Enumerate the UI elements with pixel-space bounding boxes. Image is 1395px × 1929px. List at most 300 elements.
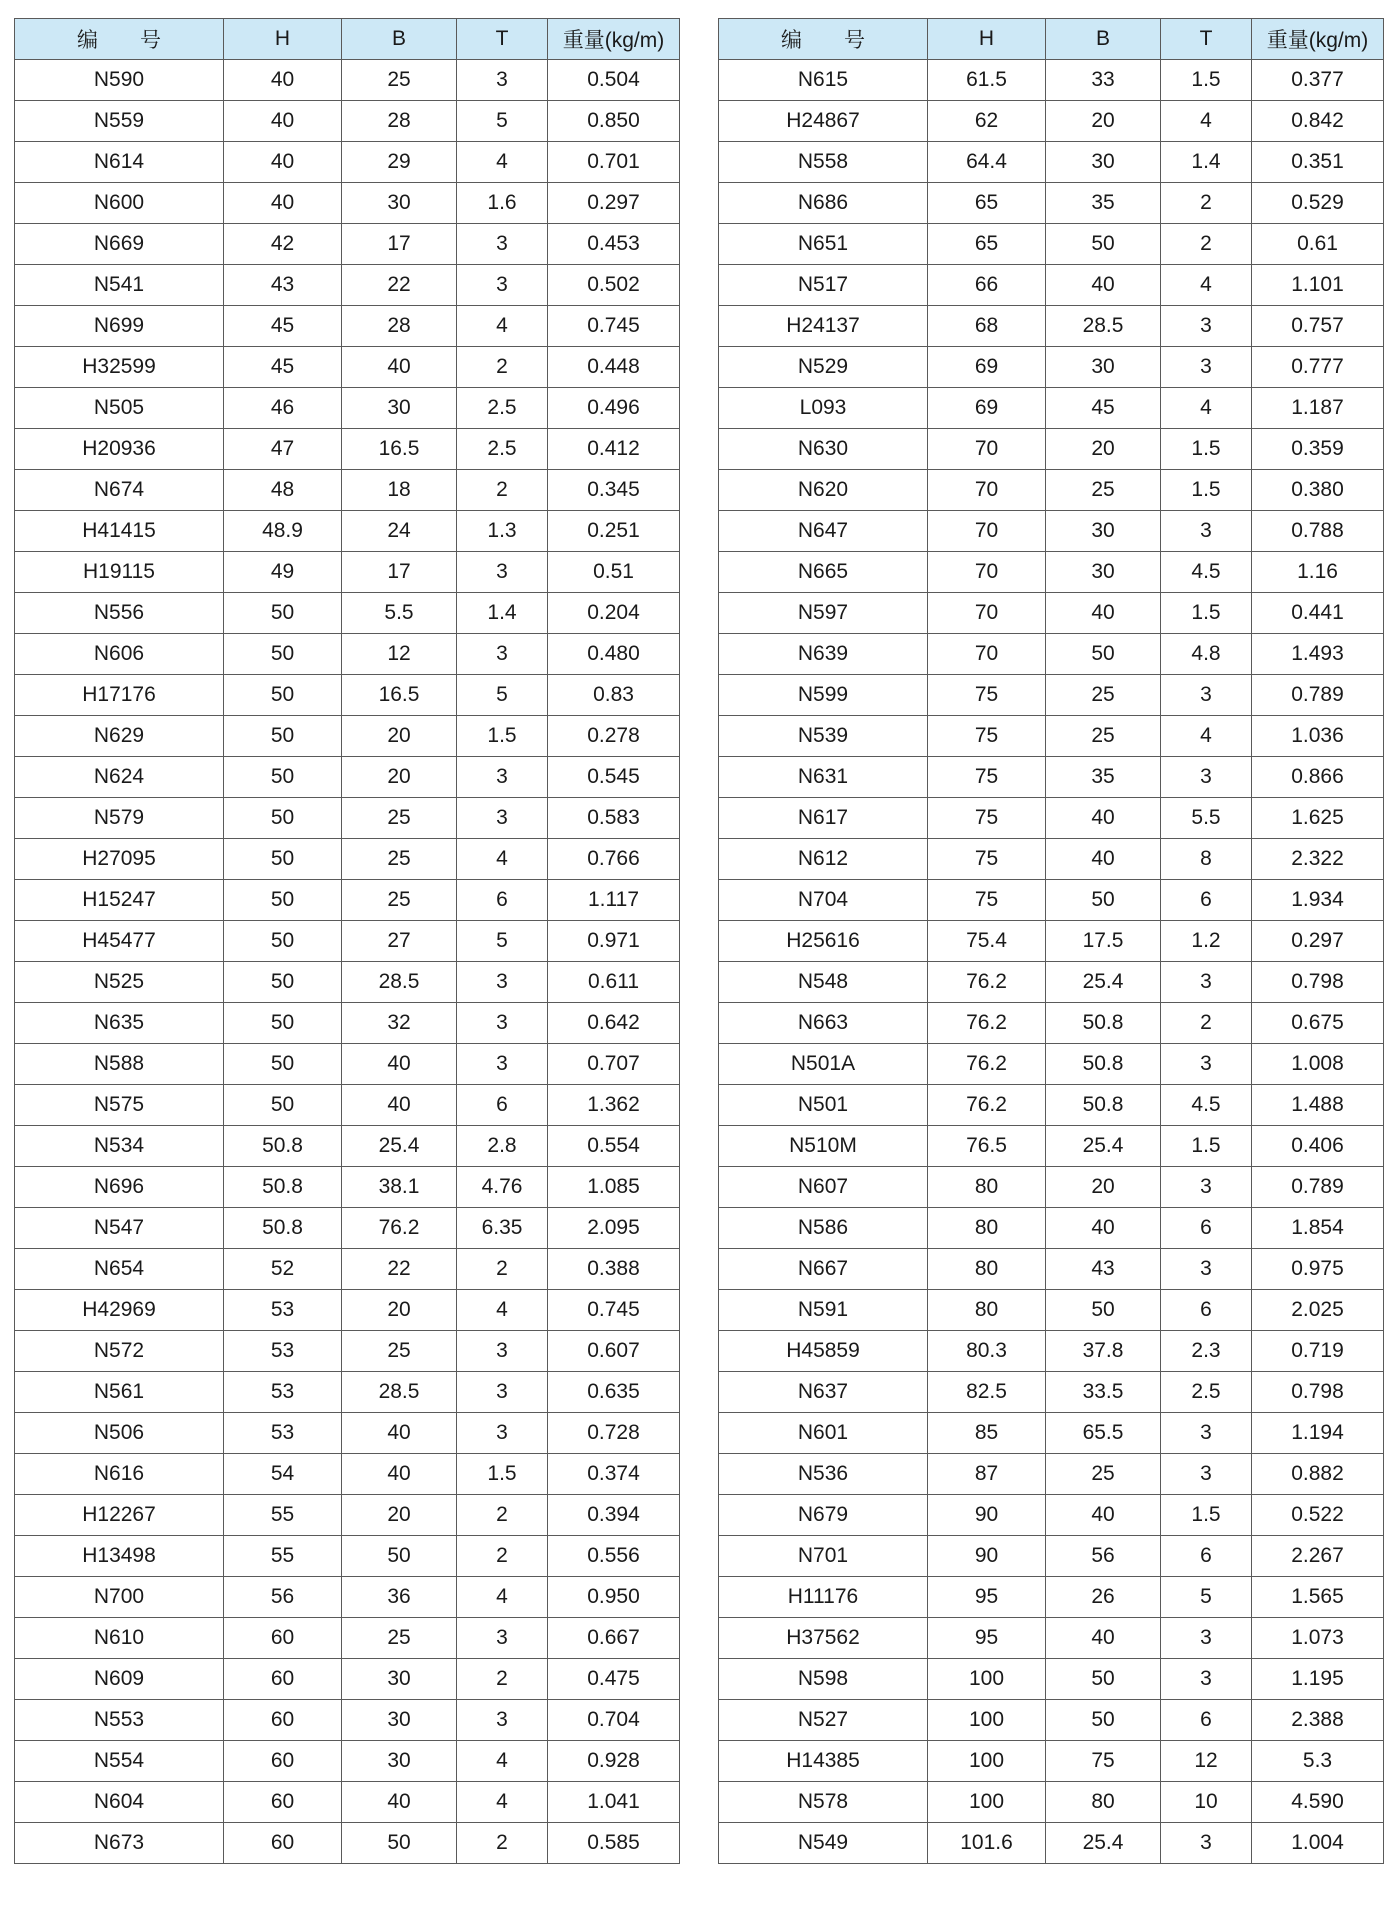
cell-b: 25.4	[342, 1126, 457, 1167]
cell-b: 30	[342, 1700, 457, 1741]
cell-code: H19115	[15, 552, 224, 593]
cell-t: 3	[1161, 1618, 1252, 1659]
cell-h: 70	[928, 511, 1046, 552]
header-weight: 重量(kg/m)	[1252, 19, 1384, 60]
cell-b: 32	[342, 1003, 457, 1044]
cell-weight: 0.667	[548, 1618, 680, 1659]
table-body-right	[719, 60, 1384, 1864]
cell-weight: 0.707	[548, 1044, 680, 1085]
cell-code: H27095	[15, 839, 224, 880]
cell-t: 3	[1161, 757, 1252, 798]
cell-t: 3	[1161, 1454, 1252, 1495]
cell-t: 3	[1161, 1167, 1252, 1208]
cell-code: H15247	[15, 880, 224, 921]
table-row	[719, 265, 1384, 306]
cell-b: 30	[342, 1741, 457, 1782]
cell-code: N510M	[719, 1126, 928, 1167]
cell-code: N614	[15, 142, 224, 183]
table-row	[15, 1823, 680, 1864]
cell-h: 101.6	[928, 1823, 1046, 1864]
cell-h: 50	[224, 1085, 342, 1126]
cell-t: 3	[1161, 1044, 1252, 1085]
cell-code: N517	[719, 265, 928, 306]
table-row	[15, 1208, 680, 1249]
cell-h: 55	[224, 1536, 342, 1577]
cell-t: 6	[1161, 880, 1252, 921]
cell-t: 2.3	[1161, 1331, 1252, 1372]
cell-code: N667	[719, 1249, 928, 1290]
table-row	[15, 1003, 680, 1044]
table-row	[719, 757, 1384, 798]
table-row	[719, 1700, 1384, 1741]
cell-b: 37.8	[1046, 1331, 1161, 1372]
cell-b: 25.4	[1046, 962, 1161, 1003]
cell-weight: 0.842	[1252, 101, 1384, 142]
cell-weight: 0.950	[548, 1577, 680, 1618]
cell-h: 100	[928, 1782, 1046, 1823]
table-row	[719, 675, 1384, 716]
table-row	[15, 634, 680, 675]
header-code: 编 号	[719, 19, 928, 60]
table-row	[15, 921, 680, 962]
cell-t: 3	[457, 962, 548, 1003]
table-row	[719, 1290, 1384, 1331]
cell-h: 75	[928, 675, 1046, 716]
cell-h: 50	[224, 962, 342, 1003]
cell-code: H41415	[15, 511, 224, 552]
cell-code: N639	[719, 634, 928, 675]
cell-code: N501	[719, 1085, 928, 1126]
table-row	[15, 60, 680, 101]
table-row	[15, 1577, 680, 1618]
cell-b: 20	[1046, 429, 1161, 470]
cell-h: 87	[928, 1454, 1046, 1495]
cell-t: 1.6	[457, 183, 548, 224]
table-row	[719, 716, 1384, 757]
cell-t: 3	[457, 265, 548, 306]
table-row	[719, 962, 1384, 1003]
cell-code: N559	[15, 101, 224, 142]
table-row	[15, 1741, 680, 1782]
cell-b: 33	[1046, 60, 1161, 101]
cell-t: 1.3	[457, 511, 548, 552]
cell-weight: 0.529	[1252, 183, 1384, 224]
cell-h: 50	[224, 634, 342, 675]
cell-weight: 0.345	[548, 470, 680, 511]
cell-weight: 1.16	[1252, 552, 1384, 593]
cell-b: 28.5	[342, 962, 457, 1003]
table-row	[719, 1741, 1384, 1782]
cell-b: 36	[342, 1577, 457, 1618]
cell-code: N558	[719, 142, 928, 183]
cell-b: 28	[342, 306, 457, 347]
cell-t: 1.5	[1161, 429, 1252, 470]
cell-b: 25	[342, 880, 457, 921]
cell-t: 2	[1161, 224, 1252, 265]
table-row	[15, 798, 680, 839]
cell-t: 6	[457, 1085, 548, 1126]
table-row	[15, 1659, 680, 1700]
cell-b: 25	[342, 60, 457, 101]
cell-h: 50	[224, 716, 342, 757]
cell-t: 5	[457, 921, 548, 962]
cell-code: H11176	[719, 1577, 928, 1618]
cell-t: 3	[1161, 511, 1252, 552]
cell-weight: 0.51	[548, 552, 680, 593]
cell-code: H14385	[719, 1741, 928, 1782]
cell-b: 20	[342, 716, 457, 757]
cell-t: 4	[457, 1577, 548, 1618]
cell-t: 1.5	[1161, 593, 1252, 634]
cell-h: 69	[928, 347, 1046, 388]
cell-code: N674	[15, 470, 224, 511]
cell-b: 75	[1046, 1741, 1161, 1782]
table-row	[719, 921, 1384, 962]
cell-weight: 0.453	[548, 224, 680, 265]
cell-t: 2	[457, 1249, 548, 1290]
cell-b: 25	[1046, 716, 1161, 757]
cell-h: 50	[224, 1003, 342, 1044]
cell-b: 40	[1046, 839, 1161, 880]
table-row	[719, 1085, 1384, 1126]
cell-h: 53	[224, 1331, 342, 1372]
cell-weight: 0.502	[548, 265, 680, 306]
cell-code: N529	[719, 347, 928, 388]
cell-t: 3	[457, 757, 548, 798]
cell-t: 4.5	[1161, 552, 1252, 593]
cell-b: 30	[1046, 142, 1161, 183]
table-row	[719, 1249, 1384, 1290]
cell-t: 1.5	[1161, 470, 1252, 511]
cell-weight: 1.488	[1252, 1085, 1384, 1126]
cell-t: 2	[457, 470, 548, 511]
cell-weight: 0.278	[548, 716, 680, 757]
header-h: H	[224, 19, 342, 60]
cell-code: N541	[15, 265, 224, 306]
cell-code: N704	[719, 880, 928, 921]
cell-h: 70	[928, 552, 1046, 593]
cell-weight: 1.565	[1252, 1577, 1384, 1618]
table-row	[15, 388, 680, 429]
cell-h: 53	[224, 1413, 342, 1454]
cell-b: 40	[342, 1782, 457, 1823]
cell-weight: 2.267	[1252, 1536, 1384, 1577]
cell-h: 48.9	[224, 511, 342, 552]
cell-code: N588	[15, 1044, 224, 1085]
cell-b: 50	[342, 1536, 457, 1577]
cell-t: 3	[457, 1044, 548, 1085]
cell-t: 3	[457, 634, 548, 675]
cell-t: 3	[1161, 1823, 1252, 1864]
cell-weight: 0.757	[1252, 306, 1384, 347]
cell-t: 2.5	[1161, 1372, 1252, 1413]
cell-h: 62	[928, 101, 1046, 142]
cell-weight: 2.322	[1252, 839, 1384, 880]
cell-weight: 0.745	[548, 1290, 680, 1331]
cell-b: 25	[1046, 675, 1161, 716]
cell-code: N547	[15, 1208, 224, 1249]
cell-code: N700	[15, 1577, 224, 1618]
cell-weight: 0.297	[1252, 921, 1384, 962]
cell-code: N679	[719, 1495, 928, 1536]
table-row	[15, 675, 680, 716]
table-row	[719, 1454, 1384, 1495]
cell-t: 2.8	[457, 1126, 548, 1167]
cell-h: 40	[224, 142, 342, 183]
cell-h: 80	[928, 1167, 1046, 1208]
header-t: T	[457, 19, 548, 60]
cell-h: 70	[928, 429, 1046, 470]
cell-code: N506	[15, 1413, 224, 1454]
table-row	[719, 347, 1384, 388]
header-t: T	[1161, 19, 1252, 60]
cell-weight: 0.374	[548, 1454, 680, 1495]
table-body-left	[15, 60, 680, 1864]
table-row	[719, 511, 1384, 552]
cell-t: 3	[457, 552, 548, 593]
cell-t: 3	[1161, 347, 1252, 388]
cell-weight: 0.351	[1252, 142, 1384, 183]
cell-t: 4	[1161, 265, 1252, 306]
cell-weight: 0.297	[548, 183, 680, 224]
cell-h: 40	[224, 60, 342, 101]
cell-weight: 0.928	[548, 1741, 680, 1782]
table-row	[15, 347, 680, 388]
table-row	[719, 142, 1384, 183]
cell-code: N579	[15, 798, 224, 839]
cell-weight: 1.004	[1252, 1823, 1384, 1864]
cell-code: N534	[15, 1126, 224, 1167]
cell-weight: 0.496	[548, 388, 680, 429]
cell-code: H17176	[15, 675, 224, 716]
cell-h: 70	[928, 470, 1046, 511]
cell-code: N654	[15, 1249, 224, 1290]
cell-b: 20	[342, 757, 457, 798]
cell-t: 3	[457, 1372, 548, 1413]
table-row	[719, 224, 1384, 265]
table-row	[15, 1495, 680, 1536]
cell-h: 61.5	[928, 60, 1046, 101]
cell-h: 76.2	[928, 1085, 1046, 1126]
cell-b: 43	[1046, 1249, 1161, 1290]
cell-code: N525	[15, 962, 224, 1003]
cell-weight: 0.380	[1252, 470, 1384, 511]
cell-code: N624	[15, 757, 224, 798]
cell-h: 76.5	[928, 1126, 1046, 1167]
cell-h: 60	[224, 1659, 342, 1700]
cell-b: 22	[342, 1249, 457, 1290]
cell-code: N637	[719, 1372, 928, 1413]
cell-t: 2.5	[457, 388, 548, 429]
table-row	[719, 1126, 1384, 1167]
cell-code: N578	[719, 1782, 928, 1823]
cell-b: 16.5	[342, 675, 457, 716]
cell-h: 50	[224, 593, 342, 634]
cell-h: 45	[224, 347, 342, 388]
cell-b: 50	[1046, 224, 1161, 265]
cell-h: 70	[928, 593, 1046, 634]
cell-h: 60	[224, 1700, 342, 1741]
cell-weight: 1.036	[1252, 716, 1384, 757]
cell-code: N556	[15, 593, 224, 634]
cell-weight: 1.041	[548, 1782, 680, 1823]
cell-t: 1.2	[1161, 921, 1252, 962]
cell-code: N663	[719, 1003, 928, 1044]
cell-code: N651	[719, 224, 928, 265]
cell-h: 46	[224, 388, 342, 429]
cell-b: 28.5	[342, 1372, 457, 1413]
cell-b: 25	[342, 798, 457, 839]
cell-h: 75.4	[928, 921, 1046, 962]
cell-code: N536	[719, 1454, 928, 1495]
cell-h: 50.8	[224, 1126, 342, 1167]
cell-code: N553	[15, 1700, 224, 1741]
cell-t: 3	[457, 798, 548, 839]
cell-b: 25	[1046, 1454, 1161, 1495]
table-row	[15, 183, 680, 224]
cell-b: 30	[1046, 511, 1161, 552]
cell-t: 3	[457, 224, 548, 265]
table-row	[719, 306, 1384, 347]
cell-b: 30	[342, 1659, 457, 1700]
cell-weight: 0.504	[548, 60, 680, 101]
cell-h: 50	[224, 1044, 342, 1085]
cell-weight: 1.187	[1252, 388, 1384, 429]
cell-code: H45477	[15, 921, 224, 962]
cell-weight: 0.406	[1252, 1126, 1384, 1167]
table-row	[15, 880, 680, 921]
header-b: B	[1046, 19, 1161, 60]
table-row	[719, 1413, 1384, 1454]
cell-t: 2	[457, 1495, 548, 1536]
cell-h: 80.3	[928, 1331, 1046, 1372]
cell-b: 40	[1046, 1495, 1161, 1536]
table-row	[719, 552, 1384, 593]
cell-h: 76.2	[928, 1003, 1046, 1044]
cell-h: 50.8	[224, 1208, 342, 1249]
cell-h: 90	[928, 1495, 1046, 1536]
cell-b: 25	[342, 1618, 457, 1659]
cell-t: 4	[1161, 388, 1252, 429]
cell-b: 33.5	[1046, 1372, 1161, 1413]
table-row	[15, 1372, 680, 1413]
cell-t: 3	[457, 60, 548, 101]
cell-b: 35	[1046, 757, 1161, 798]
table-row	[719, 1003, 1384, 1044]
table-row	[719, 183, 1384, 224]
cell-h: 100	[928, 1741, 1046, 1782]
cell-t: 1.5	[1161, 60, 1252, 101]
table-row	[719, 1495, 1384, 1536]
cell-code: N696	[15, 1167, 224, 1208]
table-row	[15, 757, 680, 798]
cell-b: 24	[342, 511, 457, 552]
cell-b: 40	[342, 1044, 457, 1085]
cell-b: 28.5	[1046, 306, 1161, 347]
table-row	[719, 839, 1384, 880]
table-row	[719, 1208, 1384, 1249]
cell-weight: 0.789	[1252, 1167, 1384, 1208]
cell-h: 52	[224, 1249, 342, 1290]
header-weight: 重量(kg/m)	[548, 19, 680, 60]
cell-t: 3	[1161, 1413, 1252, 1454]
cell-code: N616	[15, 1454, 224, 1495]
cell-t: 3	[1161, 675, 1252, 716]
cell-weight: 4.590	[1252, 1782, 1384, 1823]
cell-h: 40	[224, 183, 342, 224]
cell-b: 40	[1046, 1618, 1161, 1659]
cell-code: N606	[15, 634, 224, 675]
cell-t: 5	[457, 101, 548, 142]
cell-t: 12	[1161, 1741, 1252, 1782]
cell-code: H45859	[719, 1331, 928, 1372]
cell-b: 35	[1046, 183, 1161, 224]
table-row	[15, 101, 680, 142]
cell-weight: 0.583	[548, 798, 680, 839]
cell-h: 50.8	[224, 1167, 342, 1208]
table-row	[719, 593, 1384, 634]
cell-t: 4	[1161, 716, 1252, 757]
cell-t: 4	[457, 306, 548, 347]
table-row	[719, 60, 1384, 101]
cell-h: 60	[224, 1618, 342, 1659]
cell-code: N554	[15, 1741, 224, 1782]
cell-b: 50	[1046, 1659, 1161, 1700]
cell-b: 40	[342, 1085, 457, 1126]
cell-b: 30	[1046, 347, 1161, 388]
cell-weight: 0.388	[548, 1249, 680, 1290]
cell-b: 76.2	[342, 1208, 457, 1249]
cell-b: 20	[342, 1290, 457, 1331]
header-h: H	[928, 19, 1046, 60]
cell-code: N598	[719, 1659, 928, 1700]
cell-weight: 0.611	[548, 962, 680, 1003]
table-row	[719, 634, 1384, 675]
cell-code: N548	[719, 962, 928, 1003]
cell-weight: 0.882	[1252, 1454, 1384, 1495]
table-row	[15, 1331, 680, 1372]
cell-b: 50	[342, 1823, 457, 1864]
cell-b: 29	[342, 142, 457, 183]
cell-t: 4	[457, 839, 548, 880]
table-row	[719, 1782, 1384, 1823]
table-row	[719, 1536, 1384, 1577]
cell-h: 75	[928, 757, 1046, 798]
cell-code: N604	[15, 1782, 224, 1823]
cell-weight: 2.388	[1252, 1700, 1384, 1741]
cell-weight: 0.394	[548, 1495, 680, 1536]
cell-h: 50	[224, 757, 342, 798]
cell-weight: 1.073	[1252, 1618, 1384, 1659]
cell-b: 40	[1046, 798, 1161, 839]
cell-t: 6.35	[457, 1208, 548, 1249]
cell-weight: 0.971	[548, 921, 680, 962]
cell-code: H12267	[15, 1495, 224, 1536]
cell-weight: 0.377	[1252, 60, 1384, 101]
cell-h: 75	[928, 839, 1046, 880]
cell-code: H42969	[15, 1290, 224, 1331]
table-row	[15, 1536, 680, 1577]
cell-code: N629	[15, 716, 224, 757]
cell-b: 20	[1046, 1167, 1161, 1208]
cell-weight: 0.777	[1252, 347, 1384, 388]
cell-h: 76.2	[928, 1044, 1046, 1085]
table-row	[719, 1659, 1384, 1700]
table-row	[15, 1413, 680, 1454]
table-row	[15, 306, 680, 347]
cell-b: 80	[1046, 1782, 1161, 1823]
cell-t: 2	[457, 1536, 548, 1577]
